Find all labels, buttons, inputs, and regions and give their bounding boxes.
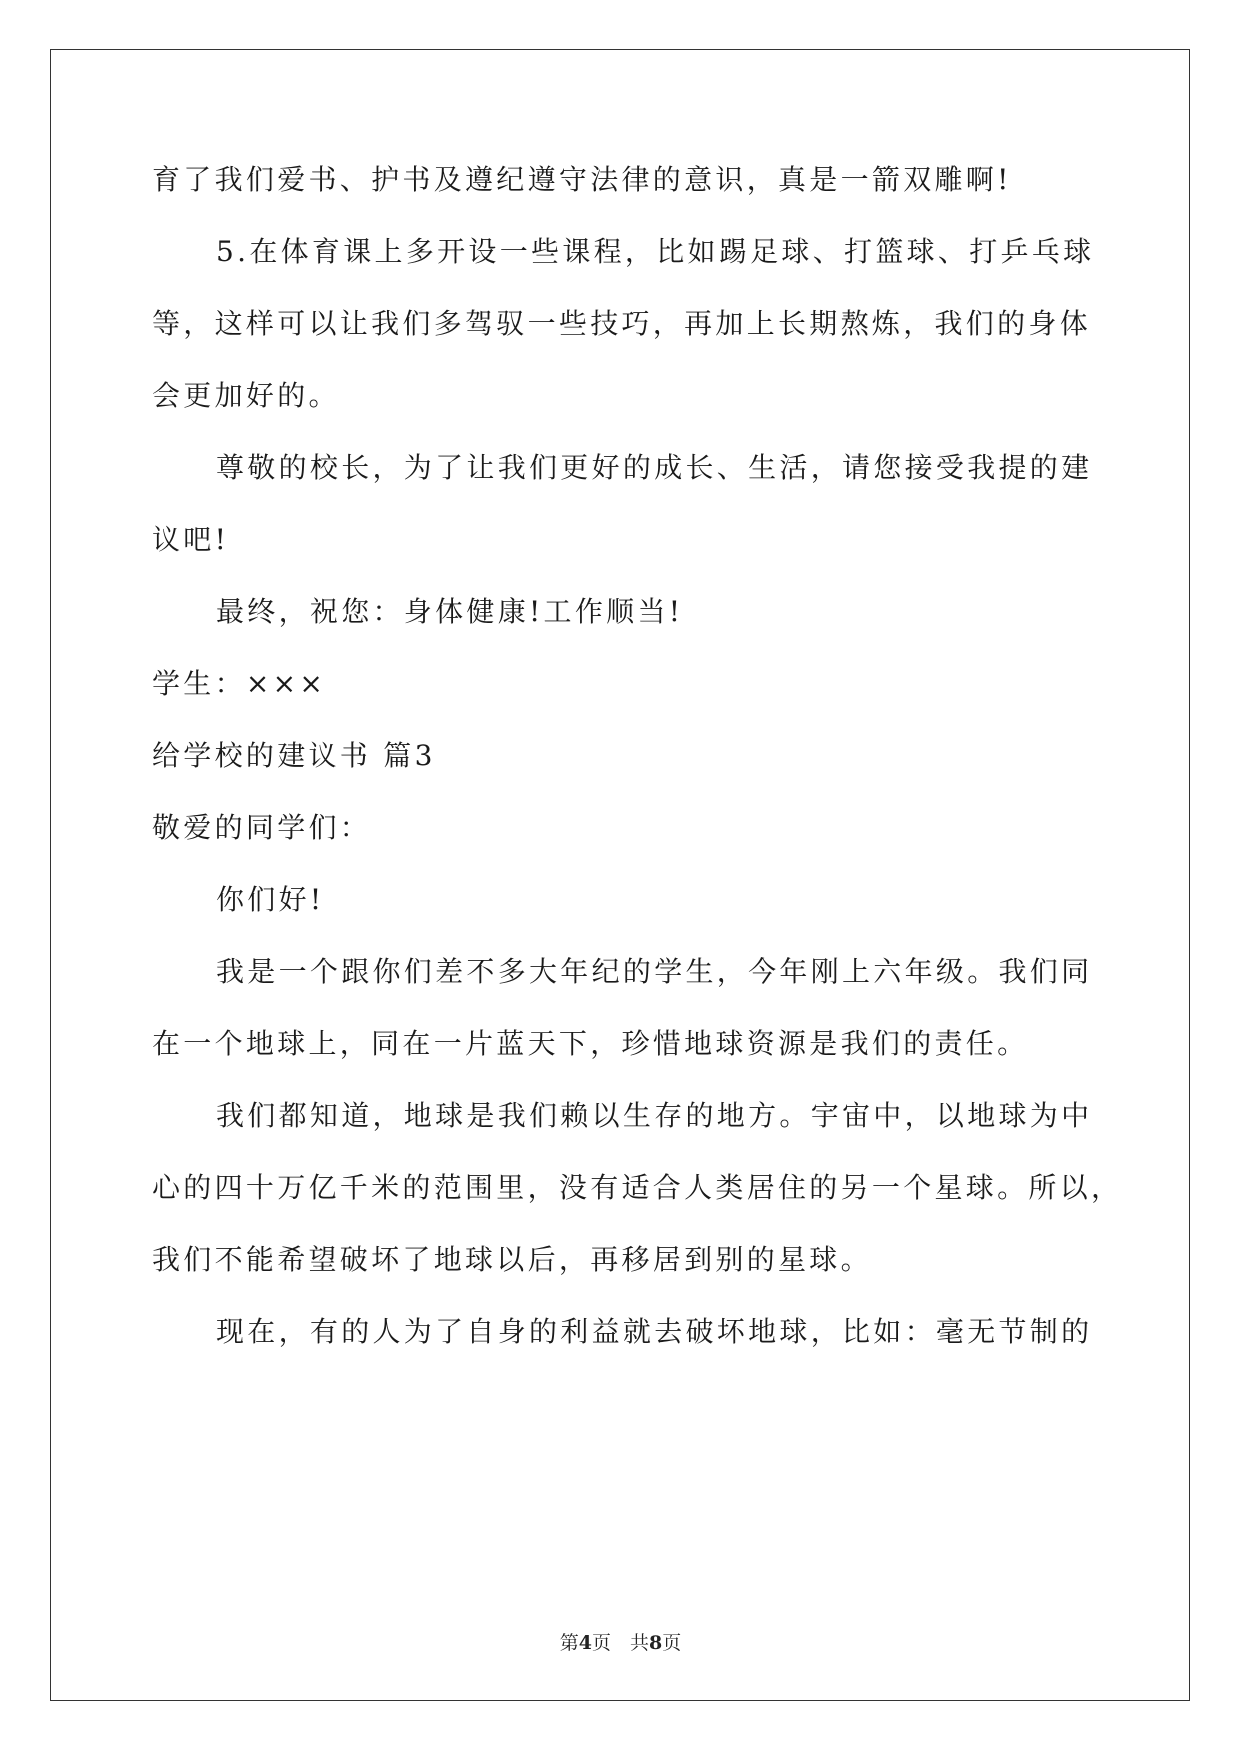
text-line: 现在，有的人为了自身的利益就去破坏地球，比如：毫无节制的 [216, 1315, 1093, 1348]
page-border [50, 49, 1190, 1701]
current-page-number: 4 [578, 1632, 592, 1654]
page-footer [0, 1628, 1241, 1655]
text-line: 会更加好的。 [152, 379, 340, 412]
text-line: 我是一个跟你们差不多大年纪的学生，今年刚上六年级。我们同 [216, 955, 1093, 988]
greeting: 你们好! [216, 883, 325, 916]
text-line: 5.在体育课上多开设一些课程，比如踢足球、打篮球、打乒乓球 [216, 235, 1095, 268]
text-line: 我们都知道，地球是我们赖以生存的地方。宇宙中，以地球为中 [216, 1099, 1093, 1132]
text-line: 最终，祝您：身体健康!工作顺当! [216, 595, 684, 628]
footer-middle: 页 共 [591, 1632, 649, 1654]
footer-prefix: 第 [559, 1632, 579, 1654]
text-line: 议吧! [152, 523, 230, 556]
text-line: 等，这样可以让我们多驾驭一些技巧，再加上长期熬炼，我们的身体 [152, 307, 1092, 340]
text-line: 我们不能希望破坏了地球以后，再移居到别的星球。 [152, 1243, 872, 1276]
signature-line: 学生：××× [152, 667, 327, 700]
text-line: 育了我们爱书、护书及遵纪遵守法律的意识，真是一箭双雕啊! [152, 163, 1012, 196]
footer-suffix: 页 [662, 1632, 682, 1654]
text-line: 尊敬的校长，为了让我们更好的成长、生活，请您接受我提的建 [216, 451, 1093, 484]
salutation: 敬爱的同学们： [152, 811, 372, 844]
text-line: 在一个地球上，同在一片蓝天下，珍惜地球资源是我们的责任。 [152, 1027, 1029, 1060]
section-heading: 给学校的建议书 篇3 [152, 739, 436, 772]
total-pages-number: 8 [649, 1632, 663, 1654]
text-line: 心的四十万亿千米的范围里，没有适合人类居住的另一个星球。所以， [152, 1171, 1123, 1204]
